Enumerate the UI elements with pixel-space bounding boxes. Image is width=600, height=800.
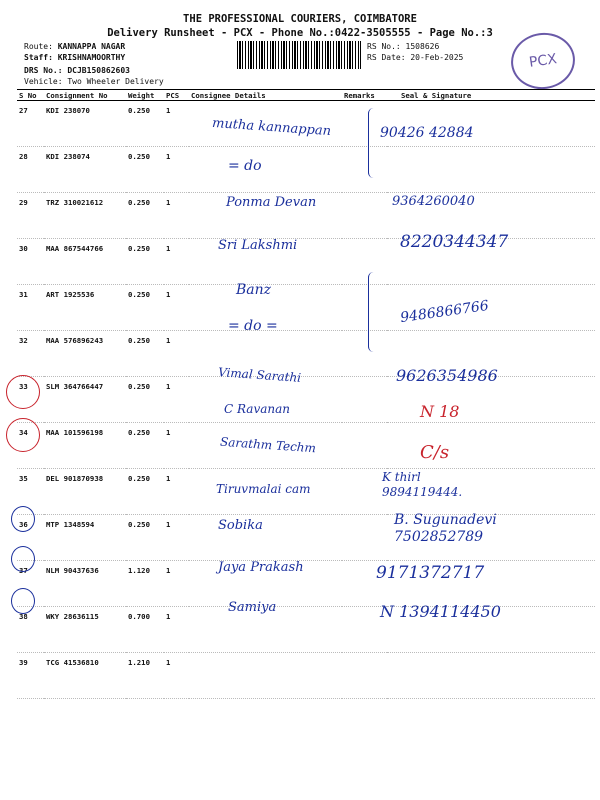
hw-signature-27: 90426 42884 xyxy=(380,125,474,141)
cell-consignment: MAA 101596198 xyxy=(44,423,126,469)
hw-consignee-30: Sri Lakshmi xyxy=(218,238,298,253)
hw-consignee-37: Sobika xyxy=(218,518,263,533)
cell-sno: 34 xyxy=(17,423,44,469)
cell-pcs: 1 xyxy=(164,285,189,331)
cell-weight: 0.250 xyxy=(126,331,164,377)
hw-consignee-29: Ponma Devan xyxy=(226,195,317,210)
cell-sno: 35 xyxy=(17,469,44,515)
hw-consignee-36: Tiruvmalai cam xyxy=(216,482,311,496)
rs-date-value: 20-Feb-2025 xyxy=(410,53,464,62)
cell-weight: 0.250 xyxy=(126,193,164,239)
blue-circle-37 xyxy=(11,506,35,532)
rs-no-value: 1508626 xyxy=(405,42,440,51)
ditto-brace-27-28 xyxy=(368,108,379,178)
col-signature: Seal & Signature xyxy=(387,90,595,101)
blue-circle-39 xyxy=(11,588,35,614)
blue-circle-38 xyxy=(11,546,35,572)
table-row xyxy=(17,285,595,331)
cell-consignment: DEL 901870938 xyxy=(44,469,126,515)
cell-consignee xyxy=(189,515,342,561)
cell-consignment: MAA 867544766 xyxy=(44,239,126,285)
hw-consignee-33: Vimal Sarathi xyxy=(217,365,302,385)
cell-consignment: KDI 238074 xyxy=(44,147,126,193)
hw-signature-30: 8220344347 xyxy=(400,232,509,252)
hw-signature-29: 9364260040 xyxy=(392,194,475,209)
cell-pcs: 1 xyxy=(164,193,189,239)
cell-weight: 0.250 xyxy=(126,285,164,331)
table-body xyxy=(17,101,595,699)
cell-sno: 32 xyxy=(17,331,44,377)
cell-remarks xyxy=(342,515,387,561)
company-title: THE PROFESSIONAL COURIERS, COIMBATORE xyxy=(183,13,417,25)
rs-date-line xyxy=(367,52,463,63)
cell-consignee xyxy=(189,653,342,699)
cell-consignment: TCG 41536810 xyxy=(44,653,126,699)
hw-consignee-38: Jaya Prakash xyxy=(218,560,304,575)
route-block xyxy=(24,41,164,87)
cell-remarks xyxy=(342,377,387,423)
cell-weight: 0.250 xyxy=(126,147,164,193)
cell-weight: 1.210 xyxy=(126,653,164,699)
hw-consignee-39: Samiya xyxy=(228,600,277,615)
route-value: KANNAPPA NAGAR xyxy=(57,42,126,51)
staff-label: Staff: xyxy=(24,53,53,62)
hw-signature-34: N 18 xyxy=(420,402,460,421)
cell-consignment: MAA 576896243 xyxy=(44,331,126,377)
vehicle-label: Vehicle: xyxy=(24,77,63,86)
cell-consignment: WKY 28636115 xyxy=(44,607,126,653)
cell-pcs: 1 xyxy=(164,515,189,561)
cell-remarks xyxy=(342,193,387,239)
cell-weight: 0.700 xyxy=(126,607,164,653)
table-row xyxy=(17,377,595,423)
cell-sno: 31 xyxy=(17,285,44,331)
table-row xyxy=(17,607,595,653)
drs-value: DCJB150862603 xyxy=(67,66,130,75)
table-header-row xyxy=(17,90,595,101)
hw-consignee-31: Banz xyxy=(236,282,272,298)
runsheet-subtitle: Delivery Runsheet - PCX - Phone No.:0422-3505555 - Page No.:3 xyxy=(107,27,493,39)
vehicle-value: Two Wheeler Delivery xyxy=(67,77,164,86)
col-weight: Weight xyxy=(126,90,164,101)
cell-remarks xyxy=(342,423,387,469)
hw-signature-32: 9486866766 xyxy=(399,297,490,327)
table-row xyxy=(17,147,595,193)
table-row xyxy=(17,653,595,699)
route-line xyxy=(24,41,164,52)
cell-consignment: SLM 364766447 xyxy=(44,377,126,423)
cell-weight: 0.250 xyxy=(126,101,164,147)
rs-block xyxy=(367,41,463,63)
col-consignment: Consignment No xyxy=(44,90,126,101)
col-remarks: Remarks xyxy=(342,90,387,101)
cell-remarks xyxy=(342,147,387,193)
cell-signature xyxy=(387,653,595,699)
ditto-brace-31-32 xyxy=(368,272,379,352)
cell-weight: 0.250 xyxy=(126,515,164,561)
cell-consignment: MTP 1348594 xyxy=(44,515,126,561)
cell-sno: 39 xyxy=(17,653,44,699)
cell-sno: 33 xyxy=(17,377,44,423)
table-row xyxy=(17,331,595,377)
drs-line xyxy=(24,65,164,76)
hw-signature-35: C/s xyxy=(420,442,450,463)
pcx-stamp: PCX xyxy=(507,29,578,93)
cell-sno: 30 xyxy=(17,239,44,285)
cell-pcs: 1 xyxy=(164,469,189,515)
cell-consignment: NLM 90437636 xyxy=(44,561,126,607)
cell-consignee xyxy=(189,147,342,193)
staff-line xyxy=(24,52,164,63)
hw-consignee-28: = do xyxy=(228,158,262,174)
cell-pcs: 1 xyxy=(164,377,189,423)
cell-consignment: TRZ 310021612 xyxy=(44,193,126,239)
hw-consignee-35: Sarathm Techm xyxy=(219,434,317,456)
cell-sno: 27 xyxy=(17,101,44,147)
table-row xyxy=(17,239,595,285)
cell-pcs: 1 xyxy=(164,653,189,699)
rs-date-label: RS Date: xyxy=(367,53,406,62)
col-sno: S No xyxy=(17,90,44,101)
drs-label: DRS No.: xyxy=(24,66,63,75)
red-circle-34 xyxy=(6,375,40,409)
cell-consignment: ART 1925536 xyxy=(44,285,126,331)
cell-pcs: 1 xyxy=(164,147,189,193)
staff-value: KRISHNAMOORTHY xyxy=(57,53,126,62)
cell-sno: 29 xyxy=(17,193,44,239)
cell-signature xyxy=(387,147,595,193)
hw-signature-33: 9626354986 xyxy=(396,366,498,385)
cell-remarks xyxy=(342,469,387,515)
cell-pcs: 1 xyxy=(164,101,189,147)
cell-pcs: 1 xyxy=(164,561,189,607)
cell-remarks xyxy=(342,653,387,699)
red-circle-35 xyxy=(6,418,40,452)
hw-signature-36: K thirl 9894119444. xyxy=(382,470,463,499)
cell-consignment: KDI 238070 xyxy=(44,101,126,147)
cell-pcs: 1 xyxy=(164,331,189,377)
cell-weight: 0.250 xyxy=(126,377,164,423)
cell-weight: 0.250 xyxy=(126,469,164,515)
cell-weight: 0.250 xyxy=(126,423,164,469)
hw-consignee-32: = do = xyxy=(228,318,278,334)
hw-signature-39: N 1394114450 xyxy=(380,602,501,621)
cell-sno: 36 xyxy=(17,515,44,561)
cell-pcs: 1 xyxy=(164,607,189,653)
hw-consignee-27: mutha kannappan xyxy=(211,115,332,140)
runsheet-table xyxy=(17,89,595,699)
hw-signature-37: B. Sugunadevi 7502852789 xyxy=(394,512,497,545)
cell-pcs: 1 xyxy=(164,423,189,469)
cell-remarks xyxy=(342,239,387,285)
cell-sno: 38 xyxy=(17,607,44,653)
rs-no-label: RS No.: xyxy=(367,42,401,51)
cell-remarks xyxy=(342,285,387,331)
cell-weight: 0.250 xyxy=(126,239,164,285)
cell-weight: 1.120 xyxy=(126,561,164,607)
barcode xyxy=(237,41,361,69)
col-pcs: PCS xyxy=(164,90,189,101)
vehicle-line xyxy=(24,76,164,87)
cell-pcs: 1 xyxy=(164,239,189,285)
hw-consignee-34: C Ravanan xyxy=(224,402,291,416)
cell-remarks xyxy=(342,331,387,377)
cell-sno: 28 xyxy=(17,147,44,193)
rs-no-line xyxy=(367,41,463,52)
col-consignee: Consignee Details xyxy=(189,90,342,101)
hw-signature-38: 9171372717 xyxy=(376,563,485,583)
route-label: Route: xyxy=(24,42,53,51)
cell-signature xyxy=(387,423,595,469)
cell-sno: 37 xyxy=(17,561,44,607)
